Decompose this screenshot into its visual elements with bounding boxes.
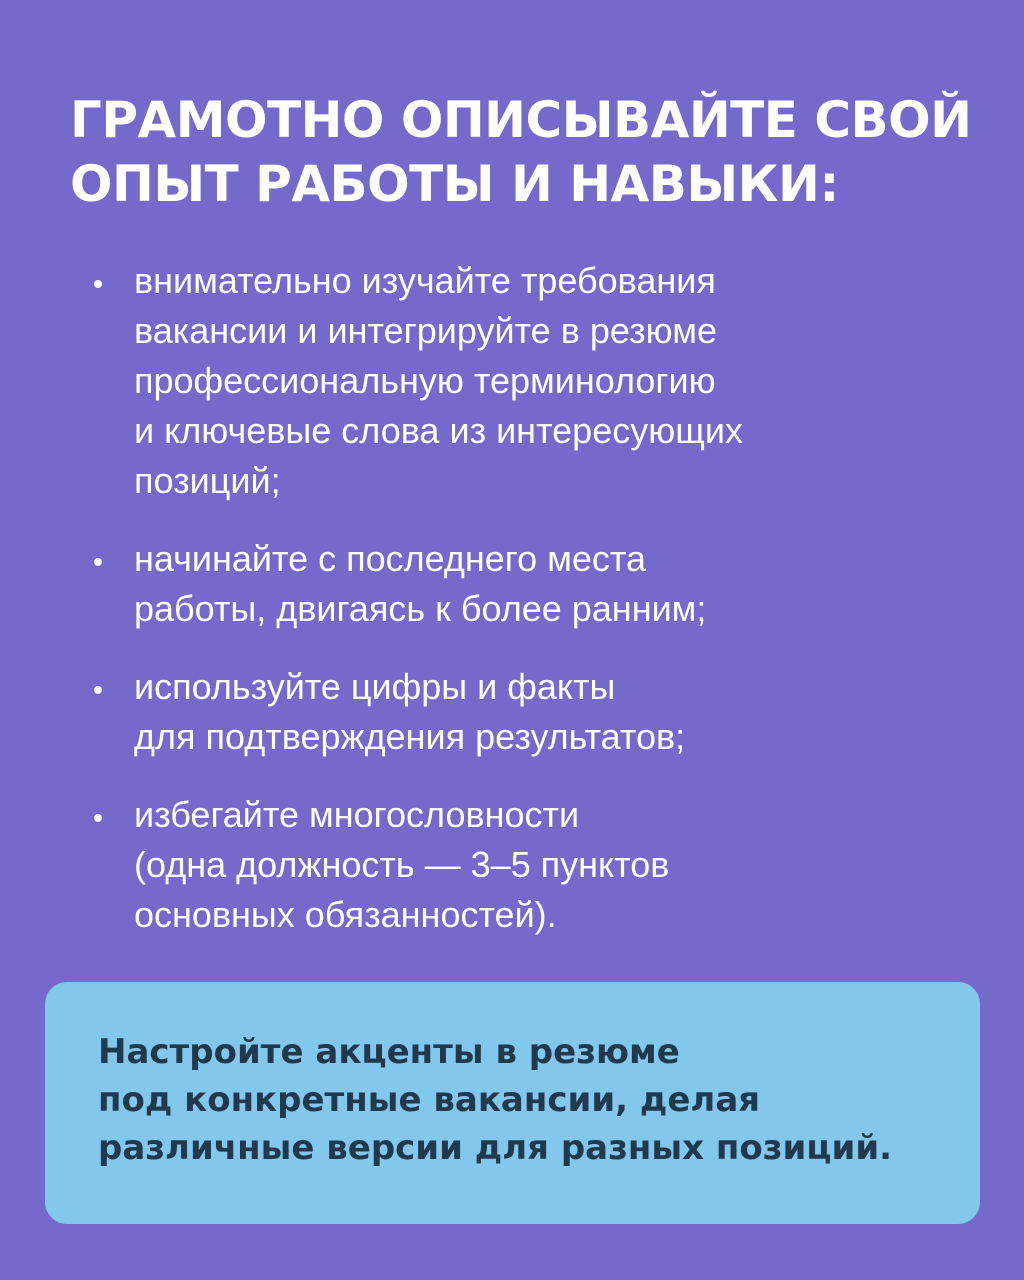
tip-item xyxy=(94,662,994,762)
callout-text xyxy=(98,1028,892,1172)
tip-item xyxy=(94,790,994,940)
callout-box xyxy=(45,982,980,1224)
tip-line: для подтверждения результатов; xyxy=(134,716,686,757)
callout-line: Настройте акценты в резюме xyxy=(98,1032,680,1072)
bullet-icon xyxy=(94,686,102,694)
callout-line: различные версии для разных позиций. xyxy=(98,1128,893,1168)
tip-line: избегайте многословности xyxy=(134,794,580,835)
tip-line: основных обязанностей). xyxy=(134,894,557,935)
tip-line: начинайте с последнего места xyxy=(134,538,646,579)
tip-line: позиций; xyxy=(134,460,281,501)
bullet-icon xyxy=(94,280,102,288)
title-line: ГРАМОТНО ОПИСЫВАЙТЕ СВОЙ xyxy=(70,91,972,149)
bullet-icon xyxy=(94,558,102,566)
tip-item xyxy=(94,534,994,634)
tips-list xyxy=(94,256,994,968)
tip-line: и ключевые слова из интересующих xyxy=(134,410,743,451)
callout-line: под конкретные вакансии, делая xyxy=(98,1080,761,1120)
tip-line: внимательно изучайте требования xyxy=(134,260,716,301)
tip-line: (одна должность — 3–5 пунктов xyxy=(134,844,670,885)
bullet-icon xyxy=(94,814,102,822)
page-title xyxy=(70,88,970,216)
tip-line: используйте цифры и факты xyxy=(134,666,616,707)
tip-line: работы, двигаясь к более ранним; xyxy=(134,588,707,629)
tip-line: вакансии и интегрируйте в резюме xyxy=(134,310,717,351)
tip-item xyxy=(94,256,994,506)
tip-line: профессиональную терминологию xyxy=(134,360,716,401)
title-line: ОПЫТ РАБОТЫ И НАВЫКИ: xyxy=(70,155,839,213)
